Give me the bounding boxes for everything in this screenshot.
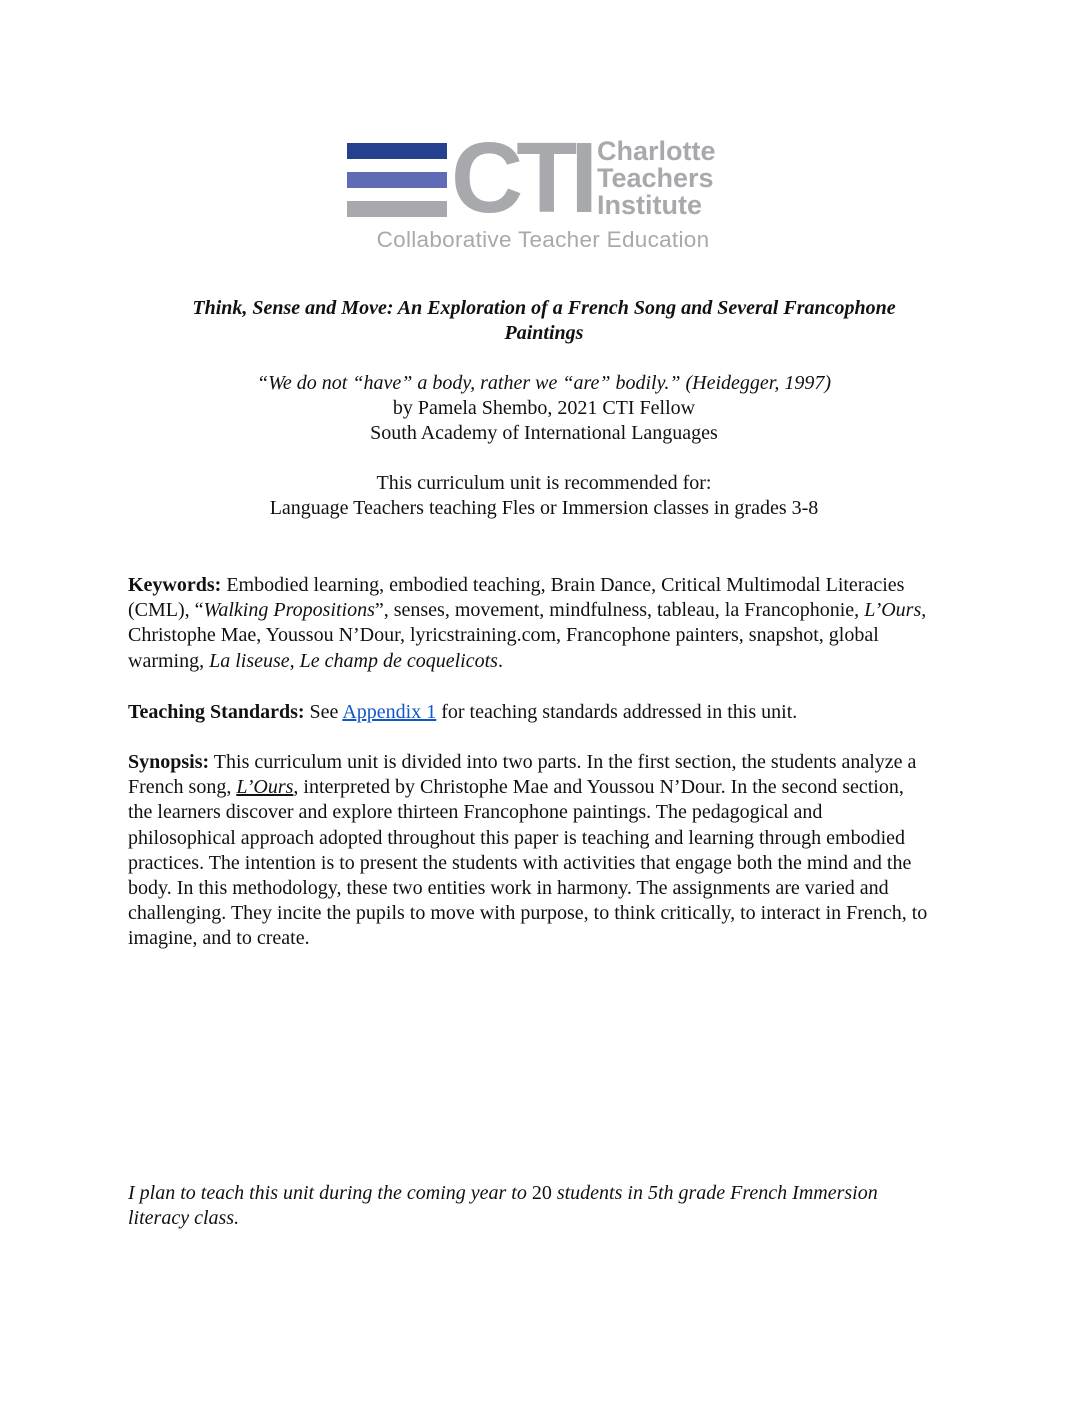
title-line: Think, Sense and Move: An Exploration of a French Song and Several Francophone bbox=[192, 297, 896, 319]
keywords-text: ”, senses, movement, mindfulness, tableau, la Francophonie, bbox=[374, 599, 865, 622]
plan-student-count: 20 bbox=[531, 1182, 552, 1204]
synopsis-text: This curriculum unit is divided into two parts. In the first section, the students analyze a French song, bbox=[128, 751, 917, 799]
title-line: Paintings bbox=[504, 322, 584, 344]
logo-bar-dark bbox=[347, 143, 447, 159]
synopsis-label: Synopsis: bbox=[128, 751, 210, 773]
recommendation-line: Language Teachers teaching Fles or Immersion classes in grades 3-8 bbox=[269, 497, 819, 519]
recommendation-line: This curriculum unit is recommended for: bbox=[376, 472, 712, 494]
author-line: by Pamela Shembo, 2021 CTI Fellow bbox=[392, 397, 696, 419]
keywords-italic: La liseuse, Le champ de coquelicots bbox=[209, 649, 498, 672]
standards-label: Teaching Standards: bbox=[128, 701, 305, 723]
cti-logo bbox=[347, 122, 739, 256]
school-line: South Academy of International Languages bbox=[370, 422, 718, 444]
byline bbox=[128, 371, 960, 446]
recommendation bbox=[128, 471, 960, 521]
appendix-link[interactable]: Appendix 1 bbox=[342, 701, 437, 723]
logo-mark: CTI bbox=[451, 122, 592, 234]
standards-text: for teaching standards addressed in this unit. bbox=[436, 701, 798, 723]
keywords-paragraph bbox=[128, 573, 928, 674]
plan-text: students in 5th grade French Immersion literacy class. bbox=[128, 1182, 878, 1229]
logo-bar-mid bbox=[347, 172, 447, 188]
synopsis-paragraph bbox=[128, 750, 928, 952]
standards-text: See bbox=[304, 701, 343, 723]
keywords-text: Embodied learning, embodied teaching, Brain Dance, Critical Multimodal Literacies (CML), “ bbox=[128, 574, 905, 622]
keywords-text: , Christophe Mae, Youssou N’Dour, lyricstraining.com, Francophone painters, snapshot, global warming, bbox=[128, 599, 927, 672]
song-title: L’Ours bbox=[236, 776, 294, 799]
logo-bar-gray bbox=[347, 201, 447, 217]
plan-text: I plan to teach this unit during the coming year to bbox=[128, 1182, 532, 1204]
keywords-text: . bbox=[497, 649, 503, 672]
logo-institute-line: Institute bbox=[597, 190, 702, 220]
keywords-italic: Walking Propositions bbox=[203, 599, 375, 622]
epigraph-quote: “We do not “have” a body, rather we “are” bodily.” (Heidegger, 1997) bbox=[256, 372, 832, 394]
logo-institute-line: Teachers bbox=[597, 163, 714, 193]
synopsis-text: , interpreted by Christophe Mae and Youssou N’Dour. In the second section, the learners discover and explore thirteen Francophone paintings. The pedagogical and philosophical approach adopted throughout this paper is teaching and learning through embodied practices. The intention is to present the students with activities that engage both the mind and the body. In this methodology, these two entities work in harmony. The assignments are varied and challenging. They incite the pupils to move with purpose, to think critically, to interact in French, to imagine, and to create. bbox=[128, 776, 928, 950]
logo-tagline: Collaborative Teacher Education bbox=[376, 227, 710, 252]
logo-institute-name bbox=[597, 138, 716, 219]
standards-paragraph bbox=[128, 700, 928, 725]
keywords-italic: L’Ours bbox=[864, 599, 922, 622]
plan-statement bbox=[128, 1181, 888, 1231]
logo-institute-line: Charlotte bbox=[597, 136, 716, 166]
document-title bbox=[128, 296, 960, 346]
keywords-label: Keywords: bbox=[128, 574, 222, 596]
